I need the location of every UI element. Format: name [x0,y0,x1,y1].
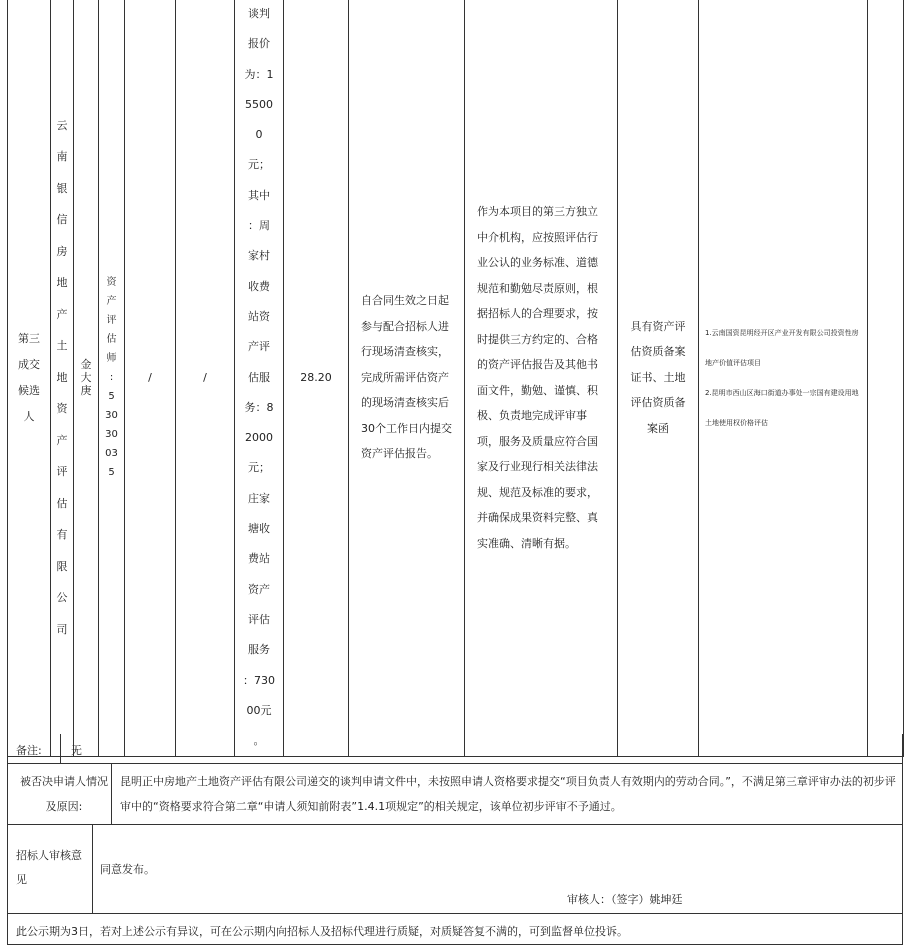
company-char: 产 [56,433,68,447]
price-line: 为：1 [244,67,274,81]
company-char: 南 [56,150,68,164]
company-char: 公 [56,591,68,605]
price-line: 估服 [248,370,270,384]
slash-cell-2 [176,0,235,757]
publicity-notice-row [7,913,903,945]
rejected-applicant-row [7,763,903,825]
company-char: 云 [56,118,68,132]
company-char: 信 [56,213,68,227]
company-char: 地 [56,276,68,290]
candidate-row [8,0,904,757]
certificate-char: 资 [106,277,117,289]
price-line: 产评 [248,340,270,354]
certificate-char: 师 [106,353,117,365]
rank-label-line: 人 [23,409,35,423]
price-line: 家村 [248,249,270,263]
period-value: 28.20 [300,370,332,384]
price-cell [235,0,284,757]
note-value: 无 [71,744,82,757]
company-char: 有 [56,528,68,542]
price-line: ：周 [248,219,270,233]
price-line: ：730 [243,673,275,687]
price-line: 元； [248,461,270,475]
empty-mark: / [203,370,207,384]
rank-label-line: 候选 [18,383,40,397]
price-line: 费站 [248,552,270,566]
note-label: 备注: [16,744,42,757]
company-char: 限 [56,559,68,573]
price-line: 评估 [248,612,270,626]
price-line: 其中 [248,188,270,202]
person-name: 金大庚 [80,358,92,398]
price-line: 2000 [245,431,273,445]
slash-cell-1 [125,0,176,757]
title-cell [99,0,125,757]
review-label: 招标人审核意见 [16,849,82,886]
rank-label-line: 成交 [18,357,40,371]
rank-label-line: 第三 [18,331,40,345]
person-cell [74,0,99,757]
certificate-char: 5 [108,391,115,403]
duties-text: 作为本项目的第三方独立中介机构，应按照评估行业公认的业务标准、道德规范和勤勉尽责原则，根据招标人的合理要求，按时提供三方约定的、合格的资产评估报告及其他书面文件，勤勉、谨慎、积极、负责地完成评审事项，服务及质量应符合国家及行业现行相关法律法规、规范及标准的要求，并确保成果资料完整、真实准确、清晰有据。 [477,205,598,550]
price-line: 站资 [248,309,270,323]
price-line: 55000 [245,97,273,142]
project-item: 2.昆明市西山区海口街道办事处一宗国有建设用地土地使用权价格评估 [705,388,859,427]
certificate-info [105,273,119,482]
certificate-char: : [109,372,114,384]
certificate-char: 5 [108,467,115,479]
company-char: 司 [56,622,68,636]
company-char: 银 [56,181,68,195]
tenderer-review-row [7,824,903,914]
price-line: 谈判 [248,7,270,20]
company-char: 评 [56,465,68,479]
price-line: 元； [248,158,270,172]
duties-cell [465,0,618,757]
empty-mark: / [148,370,152,384]
rank-cell [8,0,51,757]
empty-cell [868,0,904,757]
company-cell [51,0,74,757]
price-line: 收费 [248,279,270,293]
company-char: 产 [56,307,68,321]
certificate-char: 产 [106,296,117,308]
certificate-char: 30 [105,429,118,441]
candidate-table [7,0,904,757]
price-line: 服务 [248,643,270,657]
service-period-text: 自合同生效之日起参与配合招标人进行现场清查核实，完成所需评估资产的现场清查核实后30个工作日内提交资产评估报告。 [361,294,452,461]
company-name [55,110,69,646]
price-line: 资产 [248,582,270,596]
project-item: 1.云南国资昆明经开区产业开发有限公司投资性房地产价值评估项目 [705,328,859,367]
price-text [242,0,276,756]
price-line: 报价 [248,37,270,51]
price-line: 庄家 [248,491,270,505]
certificate-char: 30 [105,410,118,422]
projects-cell [699,0,868,757]
price-line: 00元 [246,703,272,717]
rejected-reason: 昆明正中房地产土地资产评估有限公司递交的谈判申请文件中，未按照申请人资格要求提交“项目负责人有效期内的劳动合同。”，不满足第三章评审办法的初步评审中的“资格要求符合第二章“申请人须知前附表”1.4.1项规定”的相关规定，该单位初步评审不予通过。 [120,775,896,813]
review-opinion: 同意发布。 [100,863,155,876]
certificate-char: 评 [106,315,117,327]
divider [60,734,61,763]
certificate-char: 估 [106,334,117,346]
company-char: 土 [56,339,68,353]
company-char: 资 [56,402,68,416]
divider [111,763,112,824]
publicity-notice: 此公示期为3日，若对上述公示有异议，可在公示期内向招标人及招标代理进行质疑，对质疑答复不满的，可到监督单位投诉。 [16,925,628,938]
divider [92,824,93,913]
period-cell [284,0,349,757]
price-line: 塘收 [248,522,270,536]
reviewer-signature: 审核人：（签字）姚坤廷 [567,893,683,906]
note-row [7,734,903,764]
rejected-label: 被否决申请人情况及原因: [20,775,108,813]
qualification-text: 具有资产评估资质备案证书、土地评估资质备案函 [630,319,686,435]
price-line: 务：8 [244,400,274,414]
qualification-cell [618,0,699,757]
company-char: 地 [56,370,68,384]
certificate-char: 03 [105,448,118,460]
company-char: 估 [56,496,68,510]
price-line: 。 [253,734,265,748]
company-char: 房 [56,244,68,258]
service-period-cell [349,0,465,757]
